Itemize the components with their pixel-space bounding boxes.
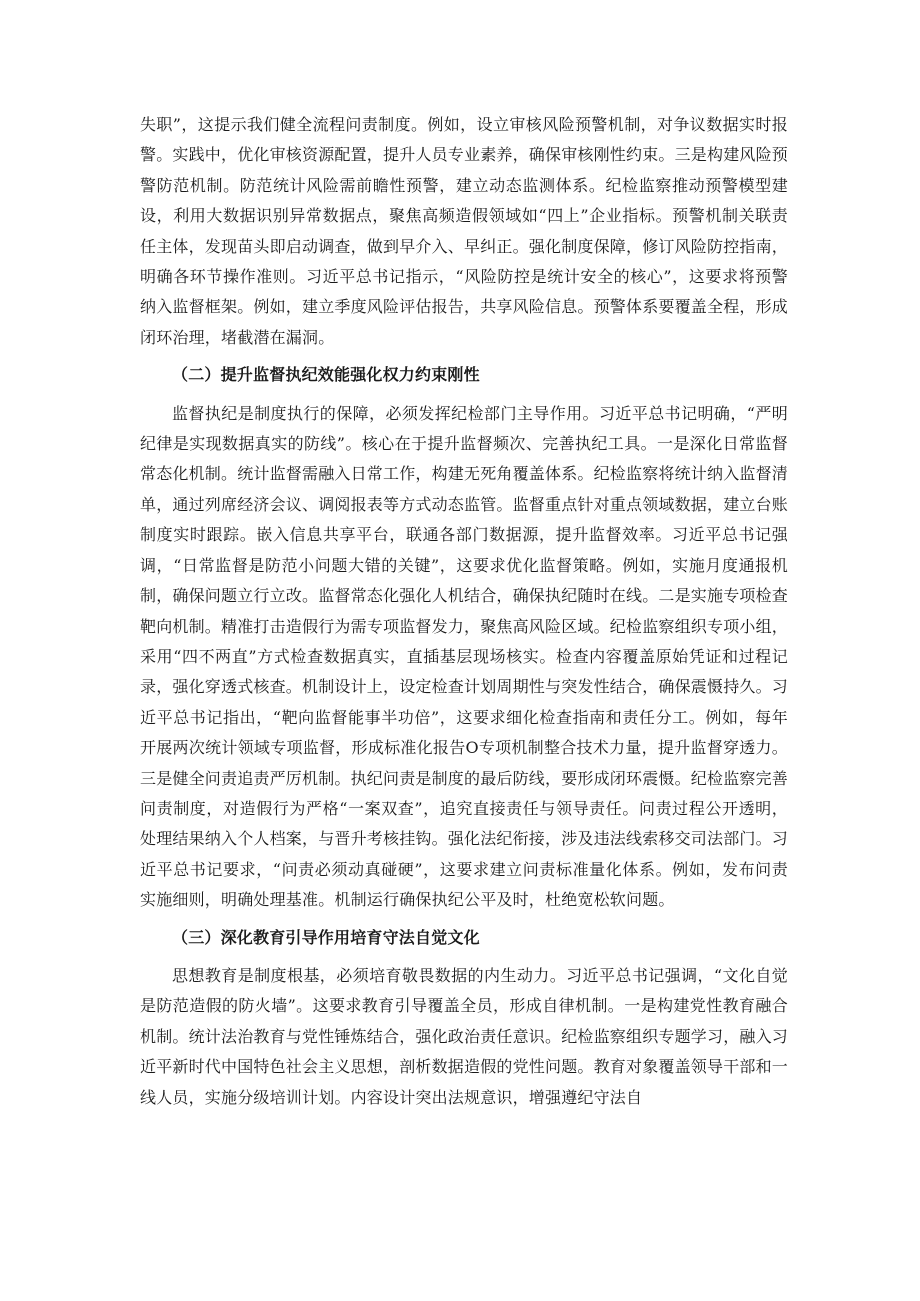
paragraph-education: 思想教育是制度根基，必须培育敬畏数据的内生动力。习近平总书记强调，“文化自觉是防范造假的防火墙”。这要求教育引导覆盖全员，形成自律机制。一是构建党性教育融合机制。统计法治教育与党性锤炼结合，强化政治责任意识。纪检监察组织专题学习，融入习近平新时代中国特色社会主义思想，剖析数据造假的党性问题。教育对象覆盖领导干部和一线人员，实施分级培训计划。内容设计突出法规意识，增强遵纪守法自: [140, 965, 789, 1107]
section-heading-3: （三）深化教育引导作用培育守法自觉文化: [172, 927, 480, 947]
document-page: [140, 110, 788, 1113]
paragraph-risk-warning: 失职”，这提示我们健全流程问责制度。例如，设立审核风险预警机制，对争议数据实时报警。实践中，优化审核资源配置，提升人员专业素养，确保审核刚性约束。三是构建风险预警防范机制。防范统计风险需前瞻性预警，建立动态监测体系。纪检监察推动预警模型建设，利用大数据识别异常数据点，聚焦高频造假领域如“四上”企业指标。预警机制关联责任主体，发现苗头即启动调查，做到早介入、早纠正。强化制度保障，修订风险防控指南，明确各环节操作准则。习近平总书记指示，“风险防控是统计安全的核心”，这要求将预警纳入监督框架。例如，建立季度风险评估报告，共享风险信息。预警体系要覆盖全程，形成闭环治理，堵截潜在漏洞。: [140, 115, 789, 347]
section-heading-2: （二）提升监督执纪效能强化权力约束刚性: [172, 365, 480, 385]
paragraph-supervision: 监督执纪是制度执行的保障，必须发挥纪检部门主导作用。习近平总书记明确，“严明纪律是实现数据真实的防线”。核心在于提升监督频次、完善执纪工具。一是深化日常监督常态化机制。统计监督需融入日常工作，构建无死角覆盖体系。纪检监察将统计纳入监督清单，通过列席经济会议、调阅报表等方式动态监管。监督重点针对重点领域数据，建立台账制度实时跟踪。嵌入信息共享平台，联通各部门数据源，提升监督效率。习近平总书记强调，“日常监督是防范小问题大错的关键”，这要求优化监督策略。例如，实施月度通报机制，确保问题立行立改。监督常态化强化人机结合，确保执纪随时在线。二是实施专项检查靶向机制。精准打击造假行为需专项监督发力，聚焦高风险区域。纪检监察组织专项小组，采用“四不两直”方式检查数据真实，直插基层现场核实。检查内容覆盖原始凭证和过程记录，强化穿透式核查。机制设计上，设定检查计划周期性与突发性结合，确保震慑持久。习近平总书记指出，“靶向监督能事半功倍”，这要求细化检查指南和责任分工。例如，每年开展两次统计领域专项监督，形成标准化报告O专项机制整合技术力量，提升监督穿透力。三是健全问责追责严厉机制。执纪问责是制度的最后防线，要形成闭环震慑。纪检监察完善问责制度，对造假行为严格“一案双查”，追究直接责任与领导责任。问责过程公开透明，处理结果纳入个人档案，与晋升考核挂钩。强化法纪衔接，涉及违法线索移交司法部门。习近平总书记要求，“问责必须动真碰硬”，这要求建立问责标准量化体系。例如，发布问责实施细则，明确处理基准。机制运行确保执纪公平及时，杜绝宽松软问题。: [140, 403, 789, 910]
